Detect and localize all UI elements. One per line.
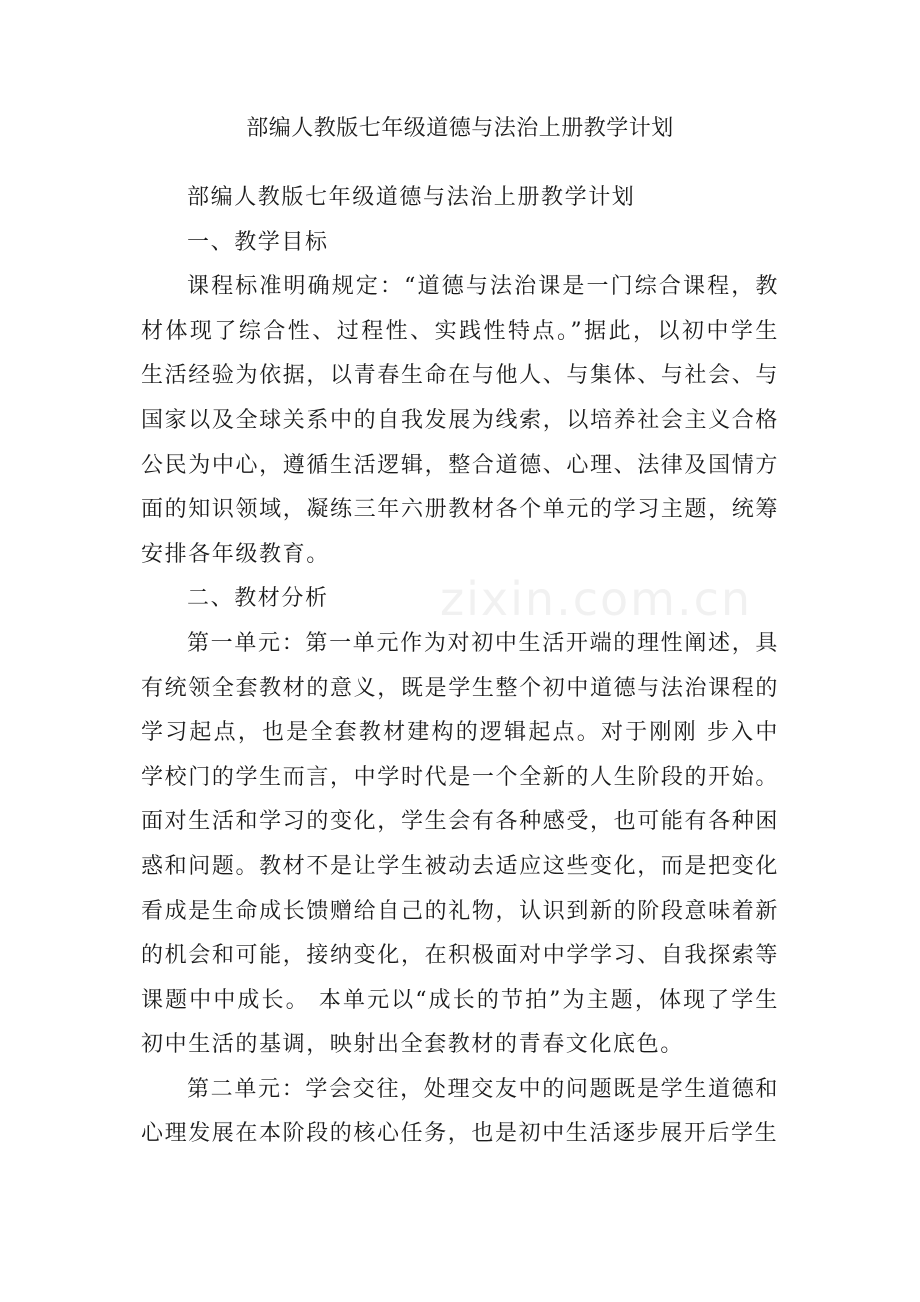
watermark: zixin.com.cn xyxy=(440,572,753,626)
document-title: 部编人教版七年级道德与法治上册教学计划 xyxy=(246,116,674,141)
paragraph-unit-two: 第二单元：学会交往，处理交友中的问题既是学生道德和心理发展在本阶段的核心任务，也是初中生活逐步展开后学生 xyxy=(141,1076,779,1147)
section-heading-analysis: 二、教材分析 xyxy=(187,586,329,612)
document-body xyxy=(141,176,779,1157)
section-heading-goals: 一、教学目标 xyxy=(187,229,329,255)
paragraph-unit-one: 第一单元：第一单元作为对初中生活开端的理性阐述，具有统领全套教材的意义，既是学生整个初中道德与法治课程的学习起点，也是全套教材建构的逻辑起点。对于刚刚 步入中学校门的学生而言，中学时代是一个全新的人生阶段的开始。面对生活和学习的变化，学生会有各种感受，也可能有各种困惑和问题。教材不是让学生被动去适应这些变化，而是把变化看成是生命成长馈赠给自己的礼物，认识到新的阶段意味着新的机会和可能，接纳变化，在积极面对中学学习、自我探索等课题中中成长。 本单元以“成长的节拍”为主题，体现了学生初中生活的基调，映射出全套教材的青春文化底色。 xyxy=(141,630,779,1058)
subtitle-paragraph: 部编人教版七年级道德与法治上册教学计划 xyxy=(187,185,636,210)
paragraph-goals: 课程标准明确规定：“道德与法治课是一门综合课程，教材体现了综合性、过程性、实践性特点。”据此，以初中学生生活经验为依据，以青春生命在与他人、与集体、与社会、与国家以及全球关系中的自我发展为线索，以培养社会主义合格公民为中心，遵循生活逻辑，整合道德、心理、法律及国情方面的知识领域，凝练三年六册教材各个单元的学习主题，统筹安排各年级教育。 xyxy=(141,274,779,567)
